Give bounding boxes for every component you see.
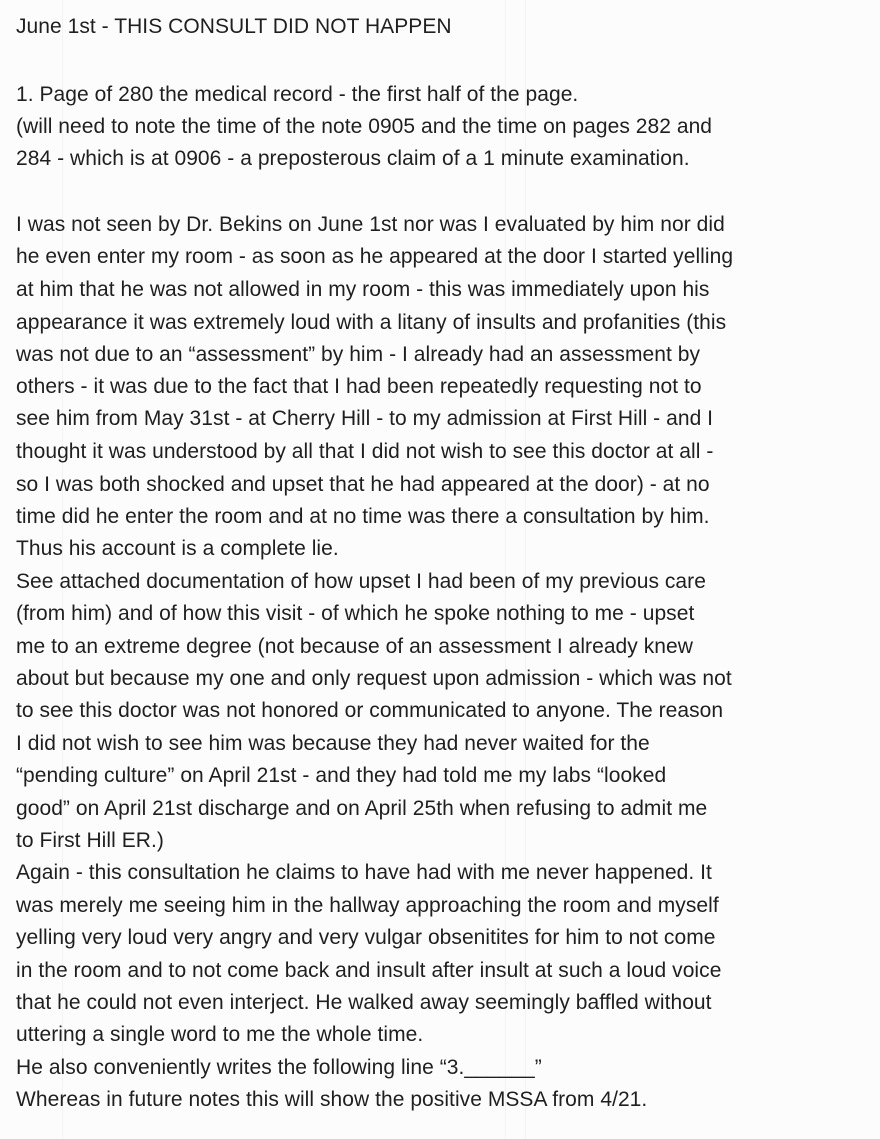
text-line: to see this doctor was not honored or communicated to anyone. The reason: [16, 699, 724, 722]
text-line: He also conveniently writes the following line “3.______”: [16, 1056, 542, 1079]
text-line: I did not wish to see him was because they had never waited for the: [16, 732, 650, 755]
text-line: I was not seen by Dr. Bekins on June 1st nor was I evaluated by him nor did: [16, 213, 725, 236]
text-line: was merely me seeing him in the hallway approaching the room and myself: [16, 894, 719, 917]
text-line: others - it was due to the fact that I had been repeatedly requesting not to: [16, 375, 702, 398]
text-line: good” on April 21st discharge and on April 25th when refusing to admit me: [16, 797, 708, 820]
text-line: so I was both shocked and upset that he had appeared at the door) - at no: [16, 473, 710, 496]
text-line: time did he enter the room and at no time was there a consultation by him.: [16, 505, 710, 528]
text-line: he even enter my room - as soon as he appeared at the door I started yelling: [16, 245, 734, 268]
text-line: thought it was understood by all that I did not wish to see this doctor at all -: [16, 440, 714, 463]
text-line: about but because my one and only request upon admission - which was not: [16, 667, 732, 690]
text-line: to First Hill ER.): [16, 829, 164, 852]
text-line: Whereas in future notes this will show the positive MSSA from 4/21.: [16, 1088, 648, 1111]
text-line: uttering a single word to me the whole time.: [16, 1023, 424, 1046]
text-line: me to an extreme degree (not because of an assessment I already knew: [16, 635, 693, 658]
text-line: at him that he was not allowed in my room - this was immediately upon his: [16, 278, 710, 301]
text-line: Again - this consultation he claims to have had with me never happened. It: [16, 861, 712, 884]
document-heading: June 1st - THIS CONSULT DID NOT HAPPEN: [16, 15, 452, 38]
text-line: in the room and to not come back and insult after insult at such a loud voice: [16, 959, 722, 982]
text-line: (will need to note the time of the note 0905 and the time on pages 282 and: [16, 115, 713, 138]
text-line: 284 - which is at 0906 - a preposterous claim of a 1 minute examination.: [16, 147, 690, 170]
text-line: appearance it was extremely loud with a litany of insults and profanities (this: [16, 311, 727, 334]
text-line: yelling very loud very angry and very vulgar obsenitites for him to not come: [16, 926, 716, 949]
text-line: “pending culture” on April 21st - and they had told me my labs “looked: [16, 764, 667, 787]
text-line: 1. Page of 280 the medical record - the first half of the page.: [16, 83, 579, 106]
text-line: was not due to an “assessment” by him - I already had an assessment by: [16, 343, 700, 366]
text-line: that he could not even interject. He walked away seemingly baffled without: [16, 991, 712, 1014]
text-line: Thus his account is a complete lie.: [16, 537, 339, 560]
text-line: see him from May 31st - at Cherry Hill - to my admission at First Hill - and I: [16, 407, 714, 430]
text-line: (from him) and of how this visit - of which he spoke nothing to me - upset: [16, 602, 695, 625]
text-line: See attached documentation of how upset I had been of my previous care: [16, 570, 706, 593]
